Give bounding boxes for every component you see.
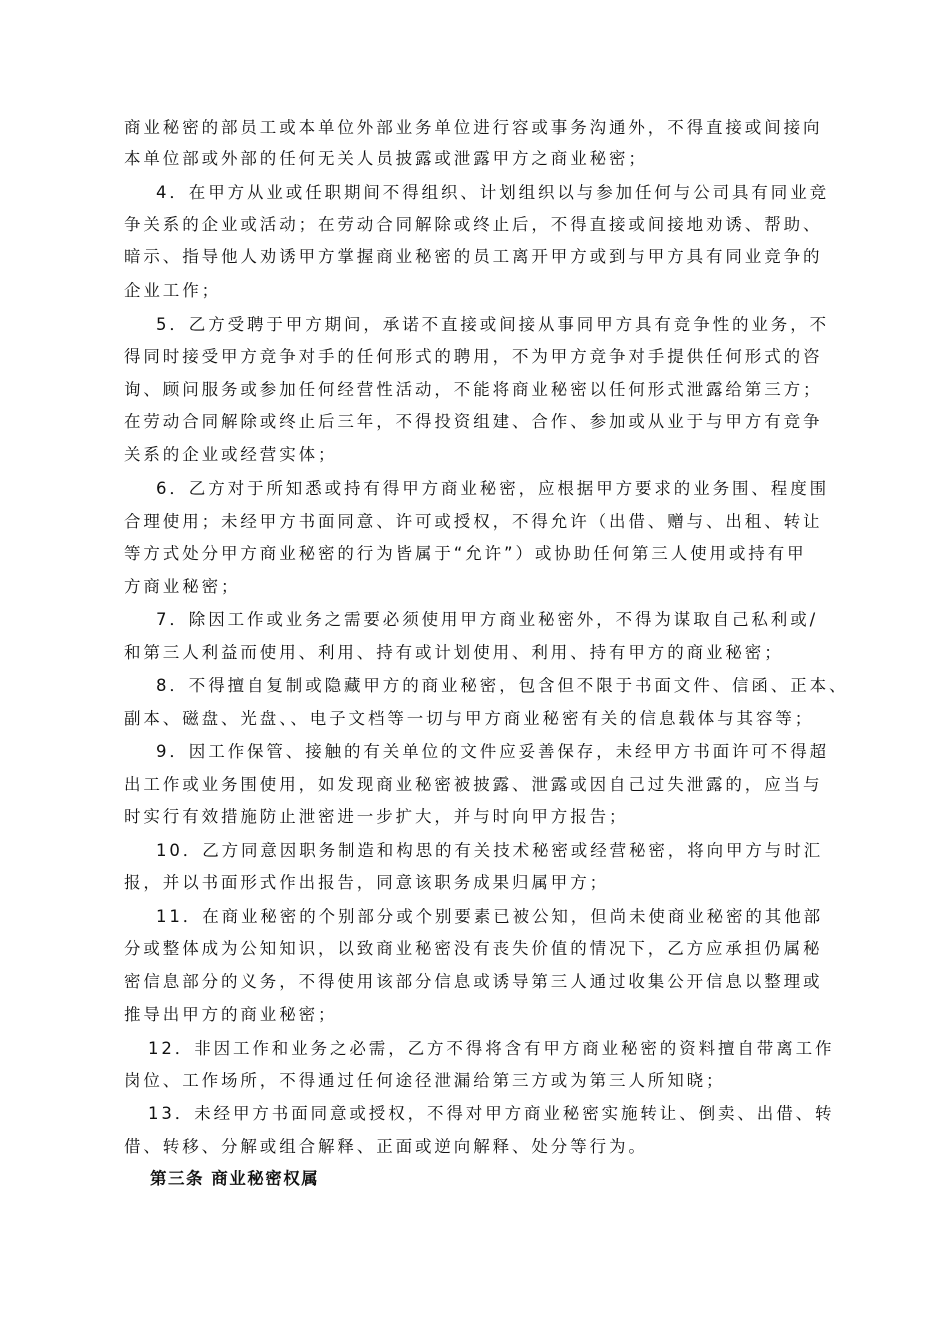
body-line: 在劳动合同解除或终止后三年，不得投资组建、合作、参加或从业于与甲方有竞争: [124, 412, 823, 431]
body-line: 方商业秘密；: [124, 577, 241, 596]
body-line: 关系的企业或经营实体；: [124, 445, 338, 464]
body-line: 密信息部分的义务，不得使用该部分信息或诱导第三人通过收集公开信息以整理或: [124, 972, 823, 991]
body-line: 岗位、工作场所，不得通过任何途径泄漏给第三方或为第三人所知晓；: [124, 1071, 726, 1090]
body-line: 12．非因工作和业务之必需，乙方不得将含有甲方商业秘密的资料擅自带离工作: [148, 1039, 835, 1058]
body-line: 企业工作；: [124, 281, 221, 300]
body-line: 暗示、指导他人劝诱甲方掌握商业秘密的员工离开甲方或到与甲方具有同业竞争的: [124, 247, 823, 266]
body-line: 7．除因工作或业务之需要必须使用甲方商业秘密外，不得为谋取自己私利或/: [156, 610, 819, 629]
body-line: 推导出甲方的商业秘密；: [124, 1005, 338, 1024]
body-line: 得同时接受甲方竞争对手的任何形式的聘用，不为甲方竞争对手提供任何形式的咨: [124, 347, 823, 366]
section-heading: 第三条 商业秘密权属: [150, 1169, 320, 1188]
body-line: 商业秘密的部员工或本单位外部业务单位进行容或事务沟通外，不得直接或间接向: [124, 118, 823, 137]
body-line: 争关系的企业或活动；在劳动合同解除或终止后，不得直接或间接地劝诱、帮助、: [124, 215, 823, 234]
body-line: 8．不得擅自复制或隐藏甲方的商业秘密，包含但不限于书面文件、信函、正本、: [156, 676, 849, 695]
body-line: 合理使用；未经甲方书面同意、许可或授权，不得允许（出借、赠与、出租、转让: [124, 512, 823, 531]
body-line: 4．在甲方从业或任职期间不得组织、计划组织以与参加任何与公司具有同业竞: [156, 183, 829, 202]
body-line: 和第三人利益而使用、利用、持有或计划使用、利用、持有甲方的商业秘密；: [124, 643, 784, 662]
body-line: 5．乙方受聘于甲方期间，承诺不直接或间接从事同甲方具有竞争性的业务，不: [156, 315, 829, 334]
body-line: 出工作或业务围使用，如发现商业秘密被披露、泄露或因自己过失泄露的，应当与: [124, 775, 823, 794]
body-line: 13．未经甲方书面同意或授权，不得对甲方商业秘密实施转让、倒卖、出借、转: [148, 1104, 835, 1123]
body-line: 10．乙方同意因职务制造和构思的有关技术秘密或经营秘密，将向甲方与时汇: [156, 841, 823, 860]
body-line: 借、转移、分解或组合解释、正面或逆向解释、处分等行为。: [124, 1137, 648, 1156]
body-line: 时实行有效措施防止泄密进一步扩大，并与时向甲方报告；: [124, 807, 629, 826]
body-line: 分或整体成为公知知识，以致商业秘密没有丧失价值的情况下，乙方应承担仍属秘: [124, 939, 823, 958]
body-line: 本单位部或外部的任何无关人员披露或泄露甲方之商业秘密；: [124, 149, 648, 168]
body-line: 11．在商业秘密的个别部分或个别要素已被公知，但尚未使商业秘密的其他部: [156, 907, 823, 926]
body-line: 询、顾问服务或参加任何经营性活动，不能将商业秘密以任何形式泄露给第三方；: [124, 380, 823, 399]
body-line: 等方式处分甲方商业秘密的行为皆属于“允许”）或协助任何第三人使用或持有甲: [124, 544, 807, 563]
body-line: 6．乙方对于所知悉或持有得甲方商业秘密，应根据甲方要求的业务围、程度围: [156, 479, 829, 498]
body-line: 9．因工作保管、接触的有关单位的文件应妥善保存，未经甲方书面许可不得超: [156, 742, 829, 761]
body-line: 副本、磁盘、光盘、、电子文档等一切与甲方商业秘密有关的信息载体与其容等；: [124, 709, 815, 728]
body-line: 报，并以书面形式作出报告，同意该职务成果归属甲方；: [124, 873, 609, 892]
